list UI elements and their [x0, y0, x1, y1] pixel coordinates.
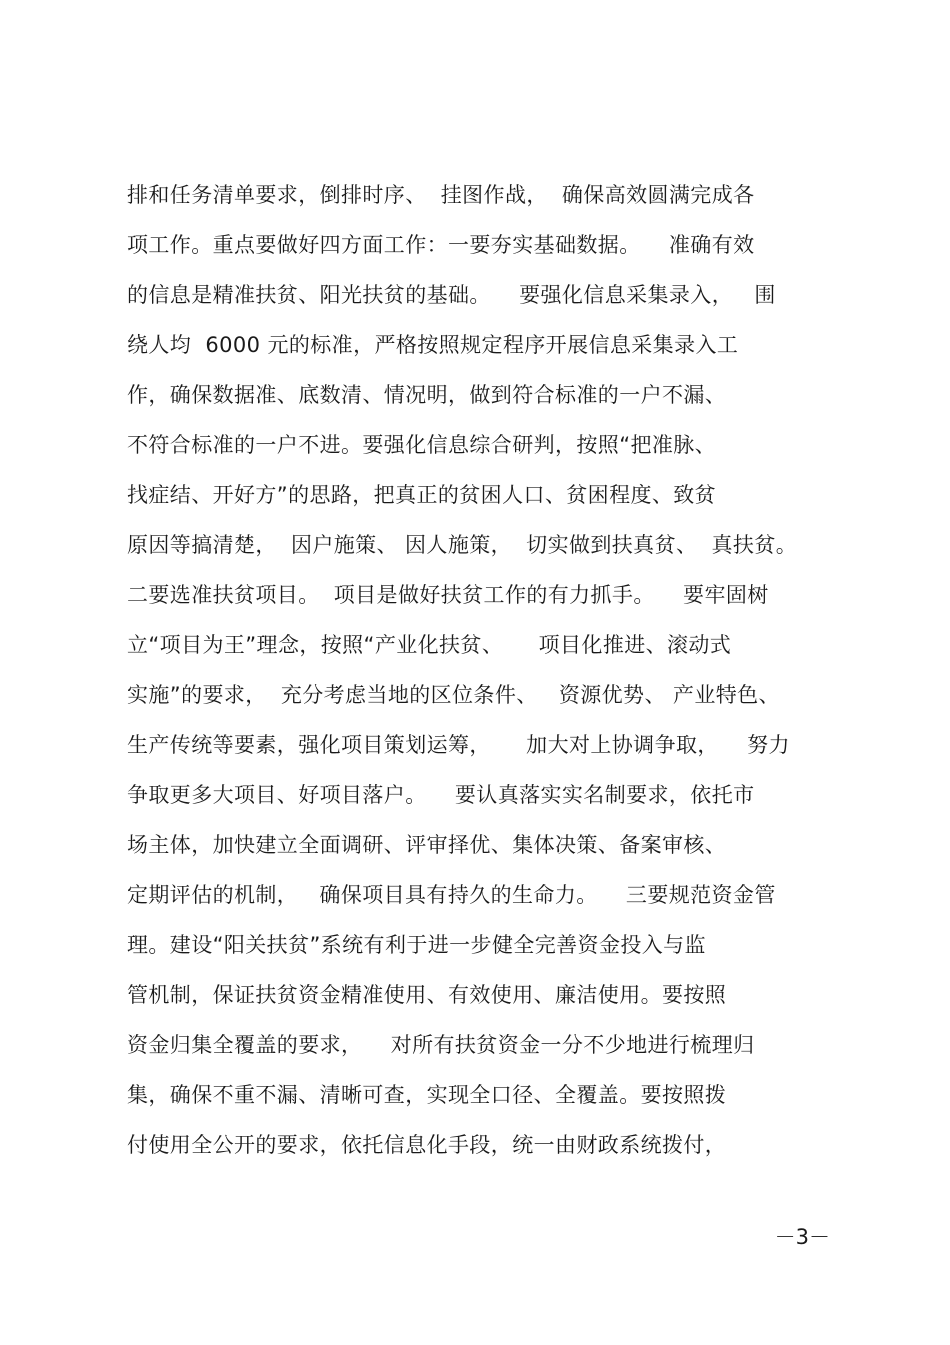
- body-text-line: 不符合标准的一户不进。要强化信息综合研判，按照“把准脉、: [127, 433, 717, 457]
- body-text-line: 资金归集全覆盖的要求， 对所有扶贫资金一分不少地进行梳理归: [127, 1033, 755, 1057]
- body-text-line: 排和任务清单要求，倒排时序、 挂图作战， 确保高效圆满完成各: [127, 183, 755, 207]
- body-text-line: 的信息是精准扶贫、阳光扶贫的基础。 要强化信息采集录入， 围: [127, 283, 776, 307]
- body-text-line: 立“项目为王”理念，按照“产业化扶贫、 项目化推进、滚动式: [127, 633, 732, 657]
- body-text-line: 争取更多大项目、好项目落户。 要认真落实实名制要求，依托市: [127, 783, 755, 807]
- body-text-line: 项工作。重点要做好四方面工作：一要夯实基础数据。 准确有效: [127, 233, 755, 257]
- body-text-line: 找症结、开好方”的思路，把真正的贫困人口、贫困程度、致贫: [127, 483, 717, 507]
- body-text-line: 作，确保数据准、底数清、情况明，做到符合标准的一户不漏、: [127, 383, 727, 407]
- body-text-line: 实施”的要求， 充分考虑当地的区位条件、 资源优势、 产业特色、: [127, 683, 780, 707]
- body-text-line: 生产传统等要素，强化项目策划运筹， 加大对上协调争取， 努力: [127, 733, 790, 757]
- body-text-line: 付使用全公开的要求，依托信息化手段，统一由财政系统拨付，: [127, 1133, 727, 1157]
- body-text-line: 定期评估的机制， 确保项目具有持久的生命力。 三要规范资金管: [127, 883, 776, 907]
- body-text-line: 场主体，加快建立全面调研、评审择优、集体决策、备案审核、: [127, 833, 727, 857]
- body-text-line: 绕人均 6000 元的标准，严格按照规定程序开展信息采集录入工: [127, 333, 739, 357]
- body-text-line: 二要选准扶贫项目。 项目是做好扶贫工作的有力抓手。 要牢固树: [127, 583, 769, 607]
- body-text-line: 管机制，保证扶贫资金精准使用、有效使用、廉洁使用。要按照: [127, 983, 727, 1007]
- body-text-line: 原因等搞清楚， 因户施策、 因人施策， 切实做到扶真贫、 真扶贫。: [127, 533, 798, 557]
- body-text-line: 理。建设“阳关扶贫”系统有利于进一步健全完善资金投入与监: [127, 933, 706, 957]
- body-text-line: 集，确保不重不漏、清晰可查，实现全口径、全覆盖。要按照拨: [127, 1083, 727, 1107]
- page-number: －3－: [774, 1225, 830, 1249]
